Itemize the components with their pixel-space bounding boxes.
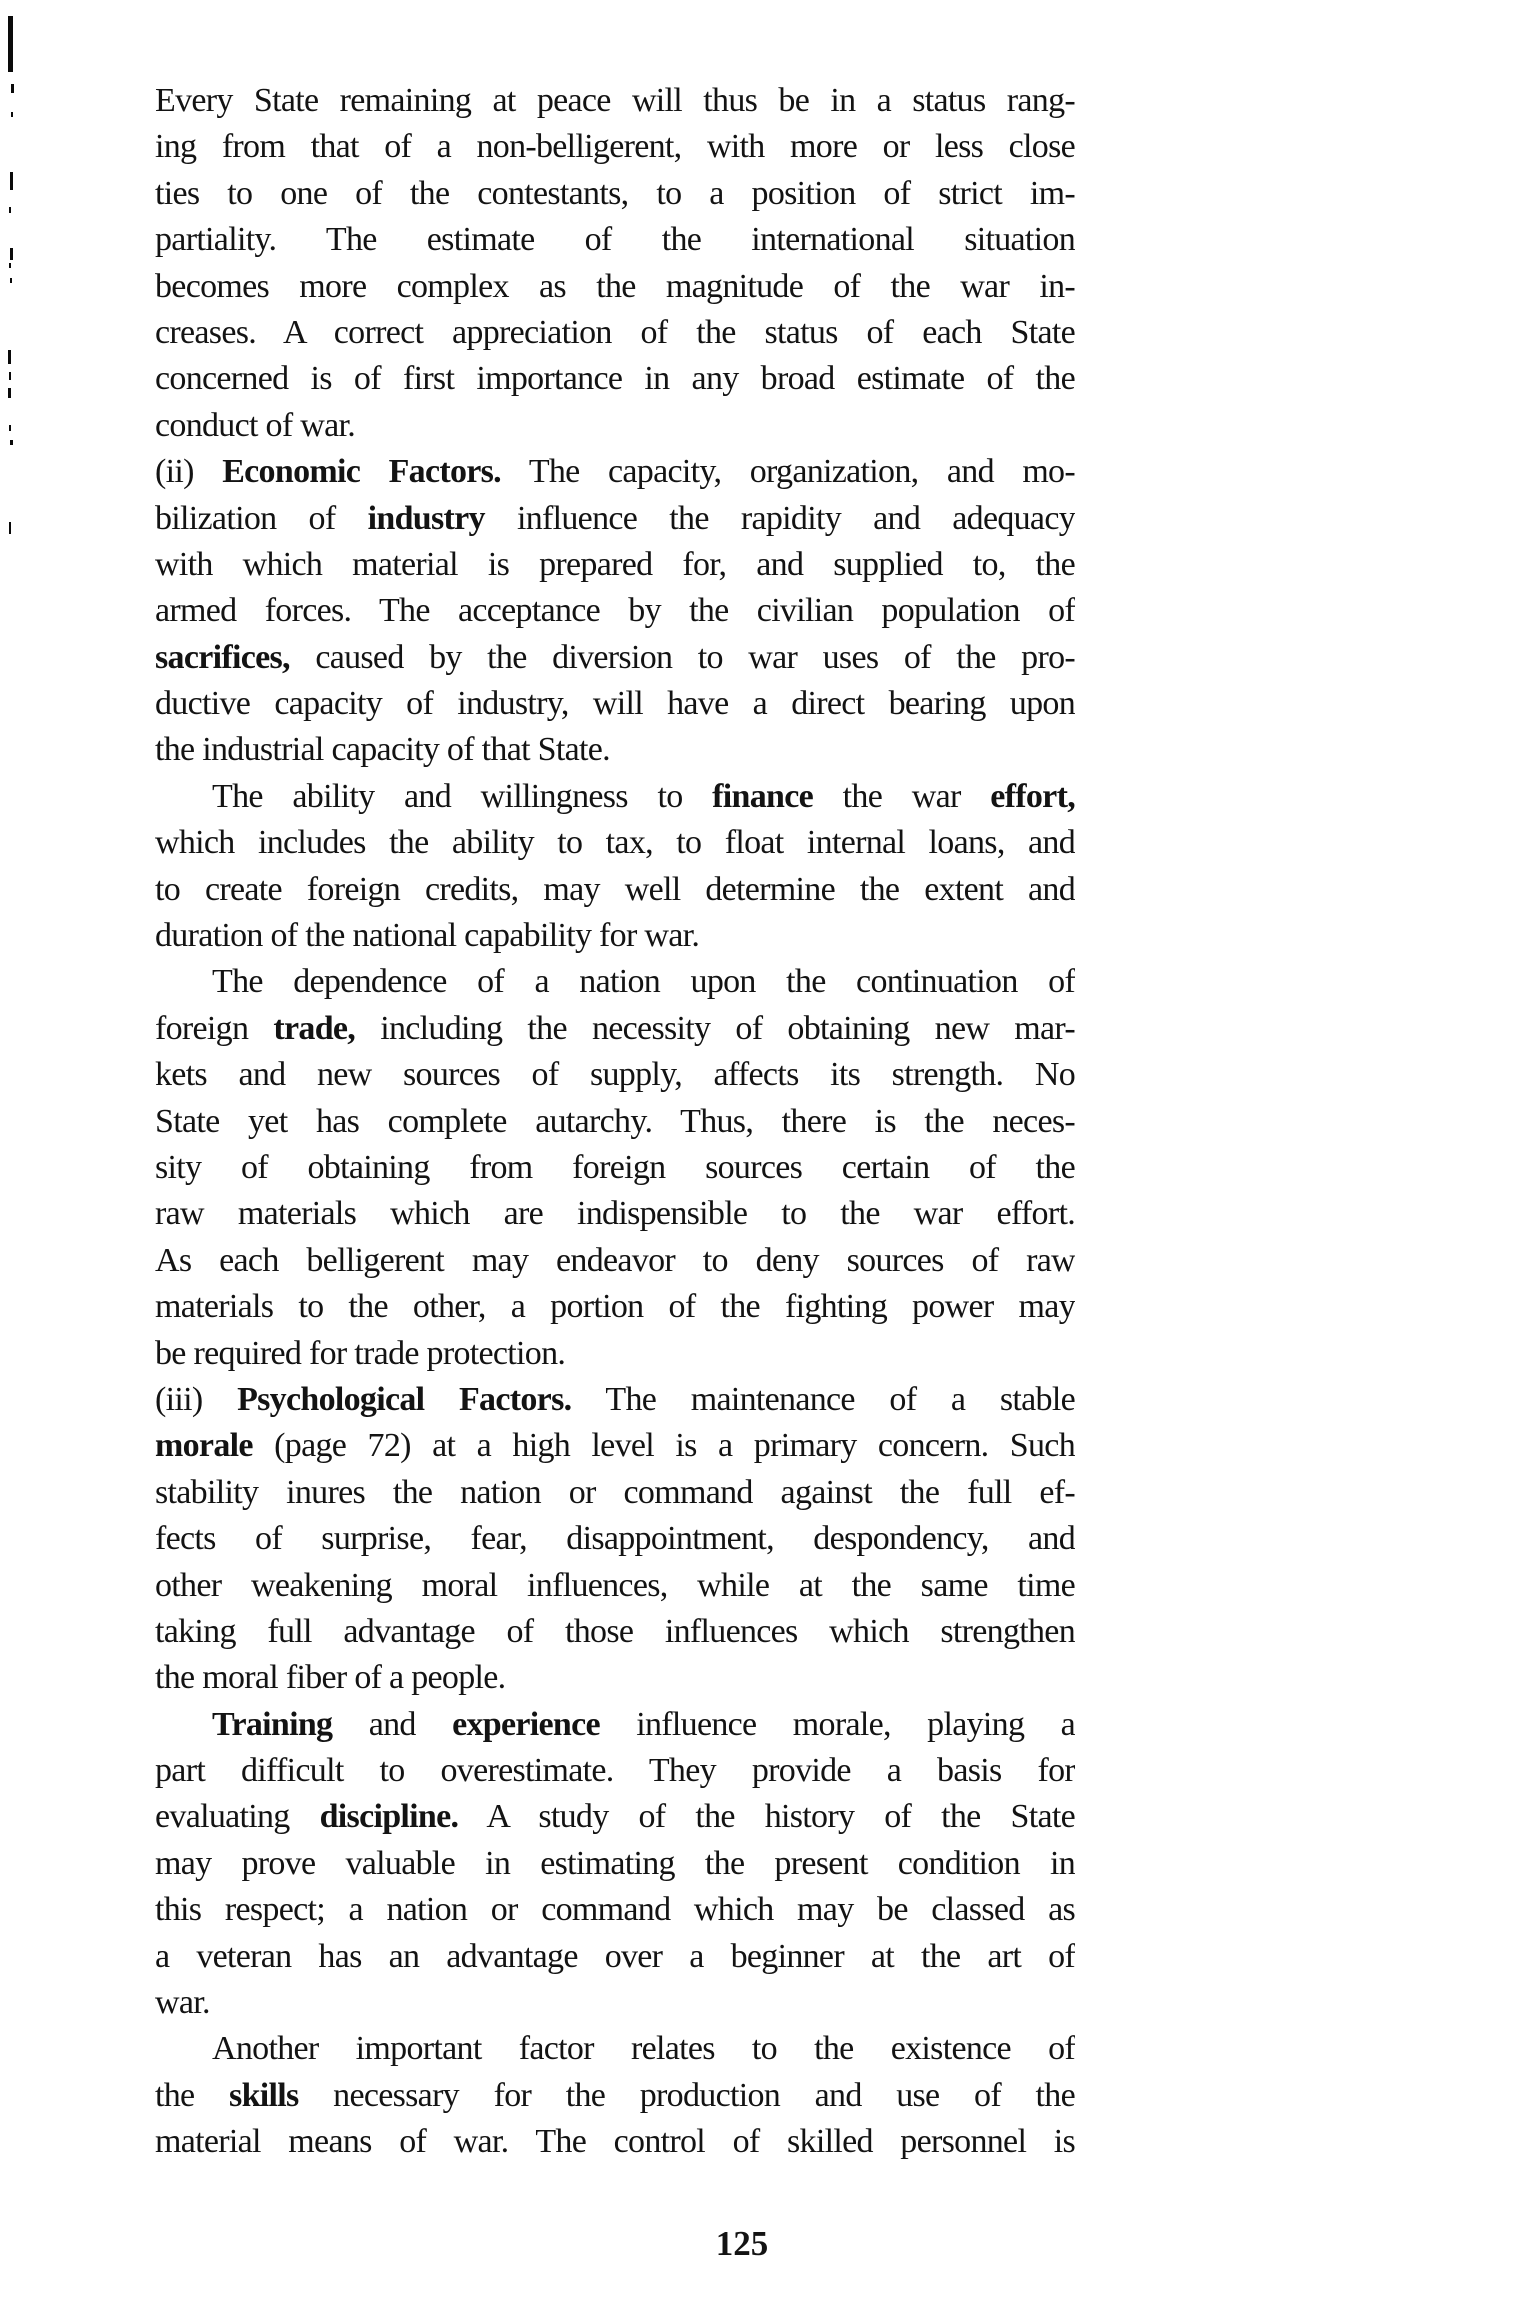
text-line	[155, 1052, 1075, 1098]
text-segment: The capacity, organization, and mo-	[500, 453, 1075, 491]
text-segment: a veteran has an advantage over a beginner at the art of	[155, 1937, 1075, 1975]
text-line	[155, 449, 1075, 495]
text-segment: taking full advantage of those influences which strengthen	[155, 1612, 1075, 1650]
scan-speck	[10, 278, 12, 283]
text-line	[155, 1934, 1075, 1980]
text-segment: partiality. The estimate of the international situation	[155, 221, 1075, 259]
scan-stroke	[8, 16, 13, 72]
emphasized-term: Training	[212, 1705, 333, 1743]
text-segment: armed forces. The acceptance by the civilian population of	[155, 592, 1075, 630]
text-segment: ing from that of a non-belligerent, with more or less close	[155, 128, 1075, 166]
text-line	[155, 1841, 1075, 1887]
text-line	[155, 310, 1075, 356]
text-segment: be required for trade protection.	[155, 1334, 566, 1372]
text-segment: The ability and willingness to	[212, 777, 713, 815]
text-line	[155, 1887, 1075, 1933]
emphasized-term: morale	[155, 1427, 253, 1465]
text-segment: with which material is prepared for, and supplied to, the	[155, 545, 1075, 583]
scan-speck	[10, 440, 13, 445]
text-segment: necessary for the production and use of the	[298, 2076, 1075, 2114]
text-segment: may prove valuable in estimating the present condition in	[155, 1844, 1075, 1882]
text-segment: (ii)	[155, 453, 223, 491]
text-line	[155, 264, 1075, 310]
text-line	[155, 1516, 1075, 1562]
text-line	[155, 1331, 1075, 1377]
text-segment: to create foreign credits, may well determine the extent and	[155, 870, 1075, 908]
text-line	[155, 1423, 1075, 1469]
text-line	[155, 2119, 1075, 2165]
text-segment: (iii)	[155, 1380, 238, 1418]
text-segment: foreign	[155, 1009, 274, 1047]
text-segment: evaluating	[155, 1798, 320, 1836]
scan-speck	[10, 172, 13, 190]
scan-speck	[9, 522, 11, 534]
text-segment: the moral fiber of a people.	[155, 1659, 506, 1697]
text-segment: Another important factor relates to the existence of	[212, 2030, 1075, 2068]
emphasized-term: experience	[452, 1705, 600, 1743]
text-segment: The dependence of a nation upon the continuation of	[212, 963, 1075, 1001]
text-segment: stability inures the nation or command against the full ef-	[155, 1473, 1075, 1511]
text-line	[155, 356, 1075, 402]
text-line	[155, 1145, 1075, 1191]
text-line	[155, 867, 1075, 913]
text-segment: becomes more complex as the magnitude of the war in-	[155, 267, 1075, 305]
text-segment: other weakening moral influences, while at the same time	[155, 1566, 1075, 1604]
text-line	[155, 1191, 1075, 1237]
text-line	[155, 1006, 1075, 1052]
text-segment: materials to the other, a portion of the fighting power may	[155, 1288, 1075, 1326]
text-segment: the industrial capacity of that State.	[155, 731, 610, 769]
emphasized-term: effort,	[990, 777, 1075, 815]
text-segment: raw materials which are indispensible to the war effort.	[155, 1195, 1075, 1233]
text-segment: conduct of war.	[155, 406, 356, 444]
text-segment: kets and new sources of supply, affects its strength. No	[155, 1056, 1075, 1094]
text-segment: and	[332, 1705, 453, 1743]
scan-speck	[11, 112, 13, 117]
text-line	[155, 1470, 1075, 1516]
scan-speck	[9, 372, 11, 380]
text-line	[155, 1238, 1075, 1284]
page-number: 125	[715, 2224, 769, 2263]
text-segment: fects of surprise, fear, disappointment, despondency, and	[155, 1520, 1075, 1558]
emphasized-term: skills	[229, 2076, 299, 2114]
text-segment: As each belligerent may endeavor to deny sources of raw	[155, 1241, 1075, 1279]
emphasized-term: trade,	[273, 1009, 356, 1047]
text-segment: creases. A correct appreciation of the status of each State	[155, 313, 1075, 351]
text-line	[155, 1609, 1075, 1655]
text-line	[155, 217, 1075, 263]
text-line	[155, 1377, 1075, 1423]
text-line	[155, 727, 1075, 773]
scan-speck	[9, 425, 11, 431]
text-segment: part difficult to overestimate. They provide a basis for	[155, 1752, 1075, 1790]
text-line	[155, 1563, 1075, 1609]
text-segment: bilization of	[155, 499, 368, 537]
text-line	[155, 913, 1075, 959]
scan-speck	[8, 388, 11, 398]
text-line	[155, 171, 1075, 217]
text-segment: Every State remaining at peace will thus be in a status rang-	[155, 82, 1075, 119]
text-line	[155, 774, 1075, 820]
emphasized-term: Psychological Factors.	[237, 1380, 572, 1418]
text-line	[155, 78, 1075, 124]
text-line	[155, 635, 1075, 681]
text-line	[155, 124, 1075, 170]
text-line	[155, 403, 1075, 449]
emphasized-term: discipline.	[319, 1798, 459, 1836]
text-line	[155, 1702, 1075, 1748]
text-line	[155, 1980, 1075, 2026]
text-line	[155, 542, 1075, 588]
emphasized-term: sacrifices,	[155, 638, 290, 676]
text-line	[155, 1099, 1075, 1145]
text-line	[155, 959, 1075, 1005]
text-segment: the	[155, 2076, 230, 2114]
text-segment: war.	[155, 1984, 210, 2022]
text-segment: influence the rapidity and adequacy	[484, 499, 1075, 537]
text-segment: (page 72) at a high level is a primary concern. Such	[252, 1427, 1075, 1465]
text-segment: A study of the history of the State	[458, 1798, 1075, 1836]
text-segment: concerned is of first importance in any broad estimate of the	[155, 360, 1075, 398]
text-segment: sity of obtaining from foreign sources certain of the	[155, 1148, 1075, 1186]
body-text	[155, 78, 1075, 2166]
emphasized-term: Economic Factors.	[222, 453, 501, 491]
text-line	[155, 2073, 1075, 2119]
text-segment: the war	[813, 777, 991, 815]
text-line	[155, 1794, 1075, 1840]
scan-speck	[8, 350, 11, 364]
text-segment: State yet has complete autarchy. Thus, there is the neces-	[155, 1102, 1075, 1140]
text-line	[155, 496, 1075, 542]
text-segment: this respect; a nation or command which may be classed as	[155, 1891, 1075, 1929]
text-segment: caused by the diversion to war uses of the pro-	[289, 638, 1075, 676]
text-segment: which includes the ability to tax, to float internal loans, and	[155, 824, 1075, 862]
scan-speck	[11, 84, 14, 93]
text-line	[155, 681, 1075, 727]
scan-speck	[9, 263, 11, 268]
text-segment: duration of the national capability for war.	[155, 917, 700, 955]
text-line	[155, 1284, 1075, 1330]
text-segment: ties to one of the contestants, to a position of strict im-	[155, 174, 1075, 212]
emphasized-term: finance	[712, 777, 814, 815]
scan-speck	[10, 248, 13, 260]
text-line	[155, 1748, 1075, 1794]
text-line	[155, 2026, 1075, 2072]
text-segment: ductive capacity of industry, will have a direct bearing upon	[155, 685, 1075, 723]
text-line	[155, 1655, 1075, 1701]
emphasized-term: industry	[367, 499, 485, 537]
scan-speck	[9, 207, 11, 213]
text-segment: including the necessity of obtaining new mar-	[355, 1009, 1075, 1047]
text-line	[155, 820, 1075, 866]
text-line	[155, 588, 1075, 634]
text-segment: The maintenance of a stable	[571, 1380, 1075, 1418]
text-segment: material means of war. The control of skilled personnel is	[155, 2123, 1075, 2161]
text-segment: influence morale, playing a	[599, 1705, 1075, 1743]
